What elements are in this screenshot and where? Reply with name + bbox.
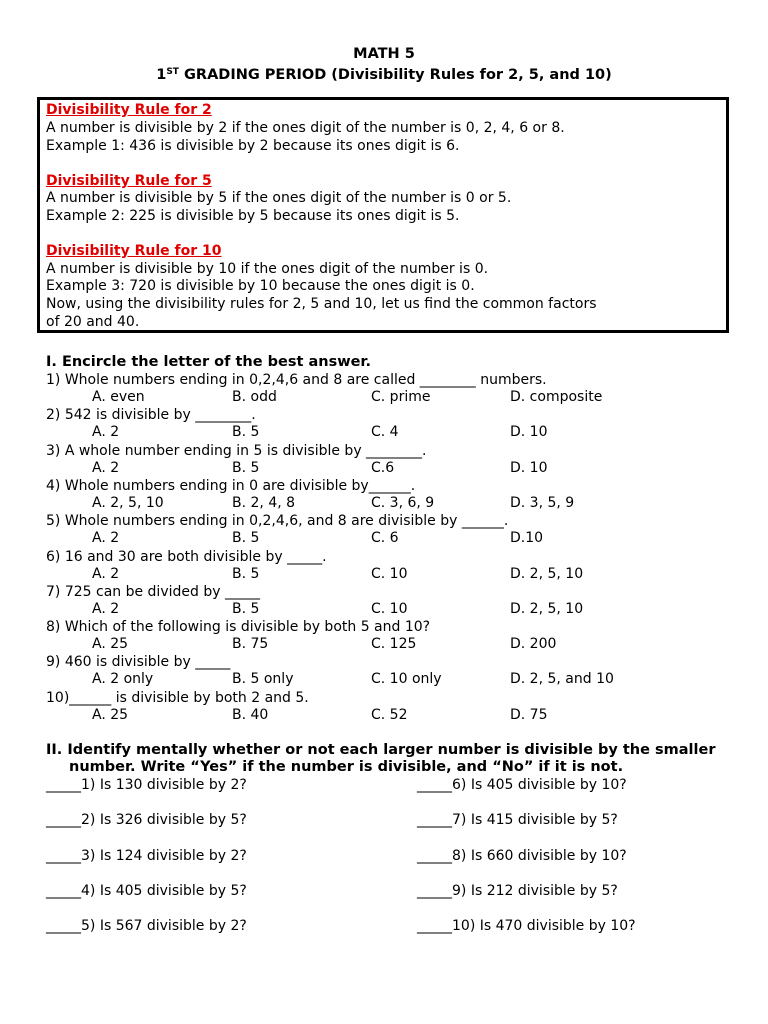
yes-no-item-4[interactable]: _____4) Is 405 divisible by 5? (46, 883, 247, 899)
question-9-option-a[interactable]: A. 2 only (92, 671, 154, 687)
question-10: 10)______ is divisible by both 2 and 5. (46, 690, 309, 706)
question-5-option-a[interactable]: A. 2 (92, 530, 120, 546)
question-1-option-a[interactable]: A. even (92, 389, 145, 405)
question-6-option-a[interactable]: A. 2 (92, 566, 120, 582)
yes-no-item-8[interactable]: _____8) Is 660 divisible by 10? (417, 848, 627, 864)
period-number: 1 (156, 67, 167, 83)
question-4-option-d[interactable]: D. 3, 5, 9 (510, 495, 575, 511)
question-8-option-a[interactable]: A. 25 (92, 636, 129, 652)
rule-2-title: Divisibility Rule for 2 (46, 102, 212, 118)
yes-no-item-5[interactable]: _____5) Is 567 divisible by 2? (46, 918, 247, 934)
yes-no-item-10[interactable]: _____10) Is 470 divisible by 10? (417, 918, 636, 934)
rule-2-example: Example 1: 436 is divisible by 2 because its ones digit is 6. (46, 138, 460, 154)
question-9: 9) 460 is divisible by _____ (46, 654, 231, 670)
question-7-option-a[interactable]: A. 2 (92, 601, 120, 617)
period-superscript: ST (166, 67, 179, 77)
section-2-heading-line-2: number. Write “Yes” if the number is divisible, and “No” if it is not. (69, 759, 624, 775)
question-4-option-b[interactable]: B. 2, 4, 8 (232, 495, 296, 511)
section-2-heading-line-1: II. Identify mentally whether or not each larger number is divisible by the smaller (46, 742, 716, 758)
question-7: 7) 725 can be divided by _____ (46, 584, 260, 600)
rule-10-example: Example 3: 720 is divisible by 10 because the ones digit is 0. (46, 278, 475, 294)
question-9-option-b[interactable]: B. 5 only (232, 671, 294, 687)
question-6-option-c[interactable]: C. 10 (371, 566, 408, 582)
question-10-option-b[interactable]: B. 40 (232, 707, 269, 723)
yes-no-item-6[interactable]: _____6) Is 405 divisible by 10? (417, 777, 627, 793)
question-10-option-a[interactable]: A. 25 (92, 707, 129, 723)
rule-10-text: A number is divisible by 10 if the ones digit of the number is 0. (46, 261, 489, 277)
rule-5-text: A number is divisible by 5 if the ones digit of the number is 0 or 5. (46, 190, 512, 206)
rule-10-title: Divisibility Rule for 10 (46, 243, 222, 259)
rule-2-text: A number is divisible by 2 if the ones digit of the number is 0, 2, 4, 6 or 8. (46, 120, 565, 136)
question-1-option-d[interactable]: D. composite (510, 389, 603, 405)
question-10-option-d[interactable]: D. 75 (510, 707, 548, 723)
question-4: 4) Whole numbers ending in 0 are divisible by______. (46, 478, 416, 494)
question-1-option-b[interactable]: B. odd (232, 389, 277, 405)
question-10-option-c[interactable]: C. 52 (371, 707, 408, 723)
question-6: 6) 16 and 30 are both divisible by _____. (46, 549, 327, 565)
question-8-option-c[interactable]: C. 125 (371, 636, 417, 652)
yes-no-item-7[interactable]: _____7) Is 415 divisible by 5? (417, 812, 618, 828)
page-title: MATH 5 (353, 46, 415, 62)
question-2-option-c[interactable]: C. 4 (371, 424, 399, 440)
question-3-option-b[interactable]: B. 5 (232, 460, 260, 476)
question-7-option-c[interactable]: C. 10 (371, 601, 408, 617)
question-3: 3) A whole number ending in 5 is divisible by ________. (46, 443, 427, 459)
rule-5-example: Example 2: 225 is divisible by 5 because its ones digit is 5. (46, 208, 460, 224)
question-9-option-c[interactable]: C. 10 only (371, 671, 442, 687)
question-5-option-c[interactable]: C. 6 (371, 530, 399, 546)
question-2: 2) 542 is divisible by ________. (46, 407, 256, 423)
question-5-option-d[interactable]: D.10 (510, 530, 544, 546)
question-1-option-c[interactable]: C. prime (371, 389, 431, 405)
question-8: 8) Which of the following is divisible by both 5 and 10? (46, 619, 431, 635)
question-8-option-d[interactable]: D. 200 (510, 636, 557, 652)
question-7-option-d[interactable]: D. 2, 5, 10 (510, 601, 584, 617)
question-2-option-a[interactable]: A. 2 (92, 424, 120, 440)
yes-no-item-1[interactable]: _____1) Is 130 divisible by 2? (46, 777, 247, 793)
grading-period-title (0, 63, 768, 84)
question-4-option-c[interactable]: C. 3, 6, 9 (371, 495, 435, 511)
yes-no-item-3[interactable]: _____3) Is 124 divisible by 2? (46, 848, 247, 864)
question-9-option-d[interactable]: D. 2, 5, and 10 (510, 671, 614, 687)
yes-no-item-2[interactable]: _____2) Is 326 divisible by 5? (46, 812, 247, 828)
rules-closing-line-2: of 20 and 40. (46, 314, 140, 330)
rule-5-title: Divisibility Rule for 5 (46, 173, 212, 189)
question-2-option-d[interactable]: D. 10 (510, 424, 548, 440)
question-3-option-a[interactable]: A. 2 (92, 460, 120, 476)
question-6-option-b[interactable]: B. 5 (232, 566, 260, 582)
question-5-option-b[interactable]: B. 5 (232, 530, 260, 546)
question-4-option-a[interactable]: A. 2, 5, 10 (92, 495, 164, 511)
question-6-option-d[interactable]: D. 2, 5, 10 (510, 566, 584, 582)
rules-closing-line-1: Now, using the divisibility rules for 2, 5 and 10, let us find the common factors (46, 296, 597, 312)
question-2-option-b[interactable]: B. 5 (232, 424, 260, 440)
question-1: 1) Whole numbers ending in 0,2,4,6 and 8 are called ________ numbers. (46, 372, 547, 388)
question-8-option-b[interactable]: B. 75 (232, 636, 269, 652)
yes-no-item-9[interactable]: _____9) Is 212 divisible by 5? (417, 883, 618, 899)
period-text: GRADING PERIOD (Divisibility Rules for 2, 5, and 10) (178, 67, 612, 83)
question-5: 5) Whole numbers ending in 0,2,4,6, and 8 are divisible by ______. (46, 513, 509, 529)
question-7-option-b[interactable]: B. 5 (232, 601, 260, 617)
section-1-heading: I. Encircle the letter of the best answer. (46, 354, 372, 370)
question-3-option-c[interactable]: C.6 (371, 460, 395, 476)
question-3-option-d[interactable]: D. 10 (510, 460, 548, 476)
